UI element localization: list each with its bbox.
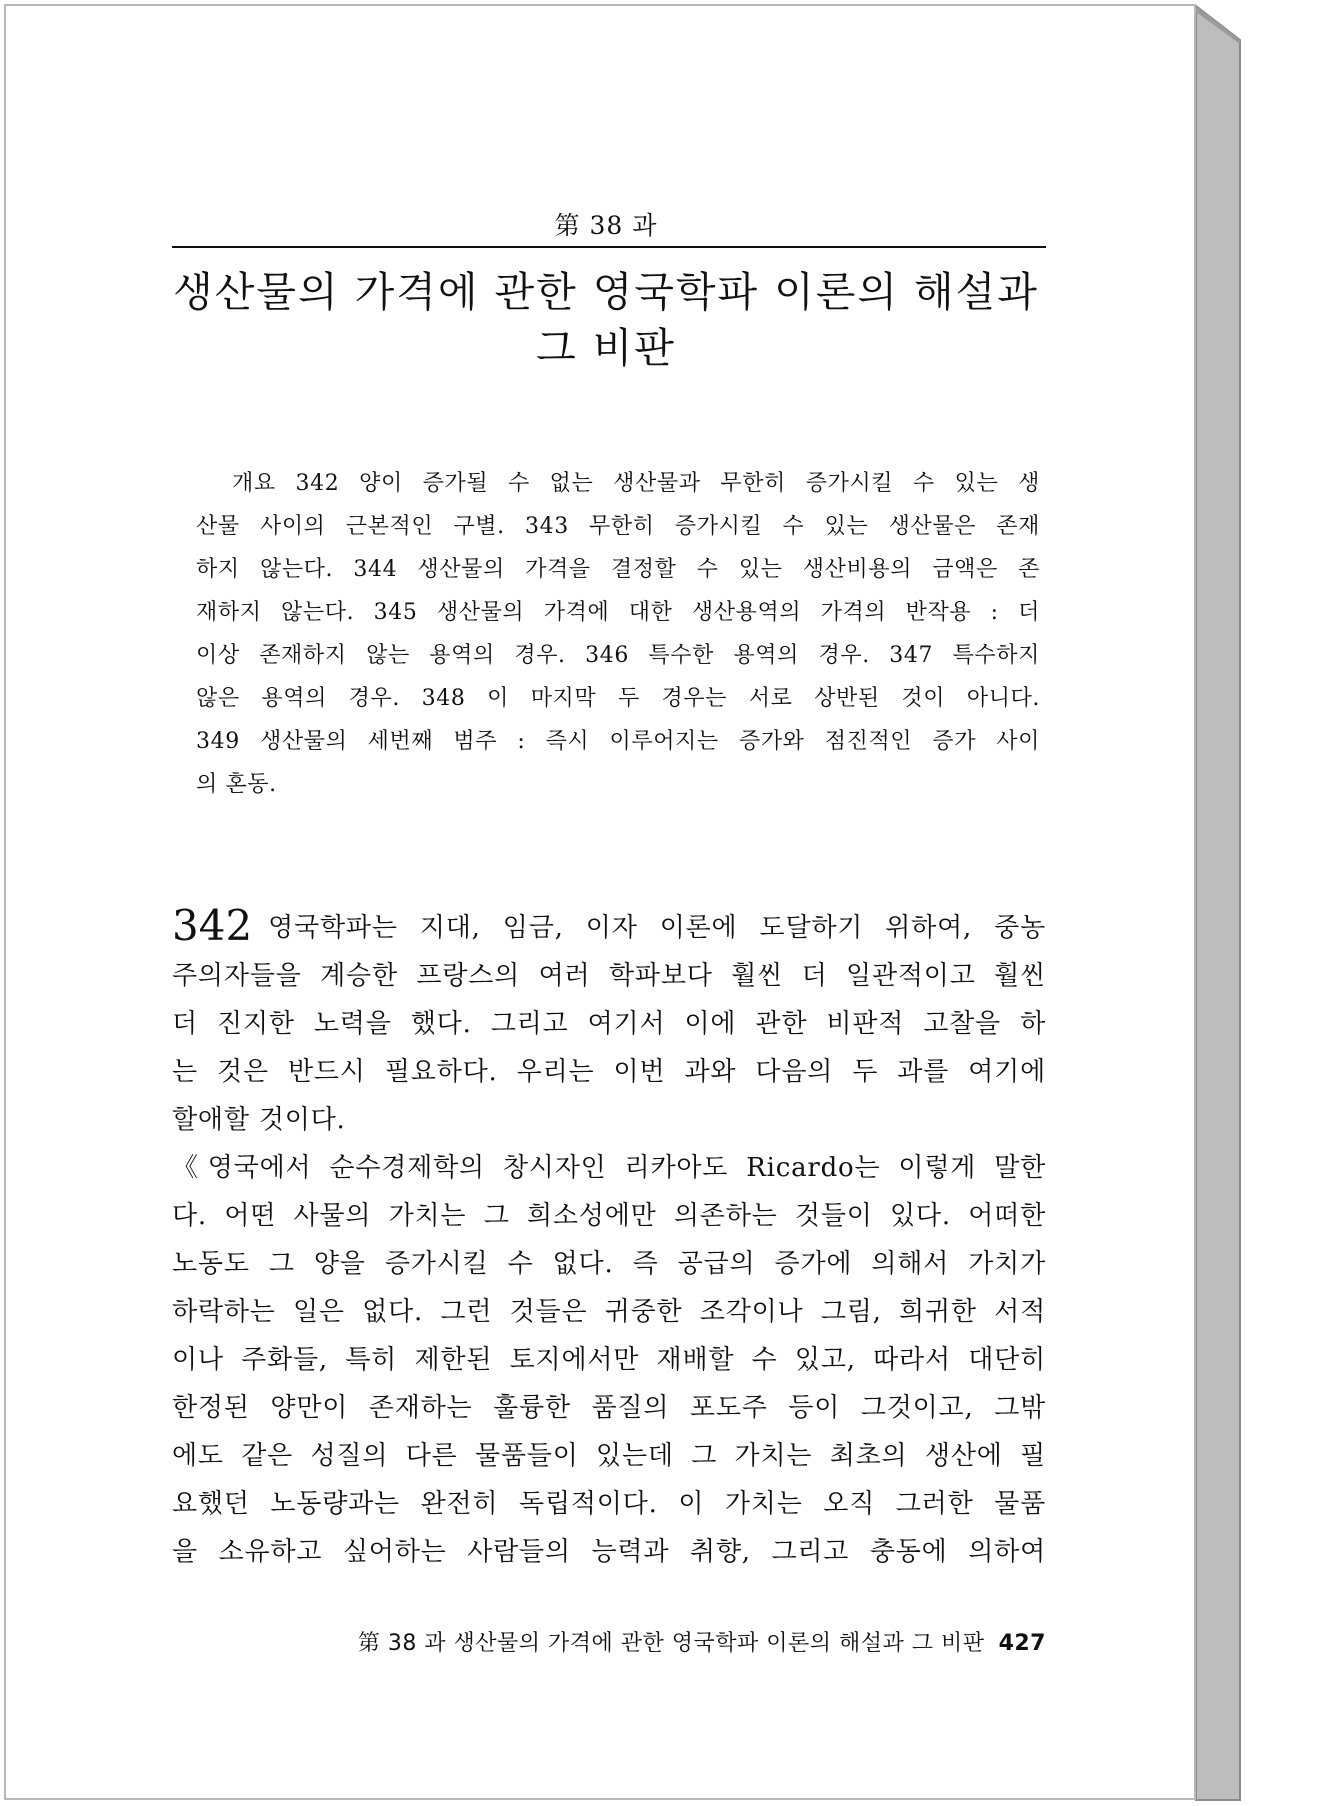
body-line: 한정된 양만이 존재하는 훌륭한 품질의 포도주 등이 그것이고, 그밖 xyxy=(172,1393,1046,1423)
body-line-text: 영국학파는 지대, 임금, 이자 이론에 도달하기 위하여, 중농 xyxy=(268,913,1046,943)
body-line: 이나 주화들, 특히 제한된 토지에서만 재배할 수 있고, 따라서 대단히 xyxy=(172,1345,1046,1375)
body-line: 다. 어떤 사물의 가치는 그 희소성에만 의존하는 것들이 있다. 어떠한 xyxy=(172,1201,1046,1231)
chapter-title-line: 그 비판 xyxy=(536,324,676,372)
chapter-label: 第 38 과 xyxy=(554,211,658,240)
body-line: 주의자들을 계승한 프랑스의 여러 학파보다 훨씬 더 일관적이고 훨씬 xyxy=(172,961,1046,991)
body-line: 하락하는 일은 없다. 그런 것들은 귀중한 조각이나 그림, 희귀한 서적 xyxy=(172,1297,1046,1327)
chapter-title-line: 생산물의 가격에 관한 영국학파 이론의 해설과 xyxy=(173,268,1039,316)
body-line: 요했던 노동량과는 완전히 독립적이다. 이 가치는 오직 그러한 물품 xyxy=(172,1489,1046,1519)
chapter-summary xyxy=(196,462,1040,806)
summary-line: 않은 용역의 경우. 348 이 마지막 두 경우는 서로 상반된 것이 아니다. xyxy=(196,686,1040,711)
body-line: 《영국에서 순수경제학의 창시자인 리카아도 Ricardo는 이렇게 말한 xyxy=(172,1153,1046,1183)
body-line: 할애할 것이다. xyxy=(172,1105,346,1135)
summary-line: 하지 않는다. 344 생산물의 가격을 결정할 수 있는 생산비용의 금액은 존 xyxy=(196,557,1040,582)
body-line: 을 소유하고 싶어하는 사람들의 능력과 취향, 그리고 충동에 의하여 xyxy=(172,1537,1046,1567)
summary-line: 349 생산물의 세번째 범주 : 즉시 이루어지는 증가와 점진적인 증가 사이 xyxy=(196,729,1040,754)
page-number: 427 xyxy=(998,1631,1046,1656)
page xyxy=(4,4,1196,1800)
summary-line: 이상 존재하지 않는 용역의 경우. 346 특수한 용역의 경우. 347 특수하지 xyxy=(196,643,1040,668)
body-line: 에도 같은 성질의 다른 물품들이 있는데 그 가치는 최초의 생산에 필 xyxy=(172,1441,1046,1471)
body-line: 더 진지한 노력을 했다. 그리고 여기서 이에 관한 비판적 고찰을 하 xyxy=(172,1009,1046,1039)
body-line: 는 것은 반드시 필요하다. 우리는 이번 과와 다음의 두 과를 여기에 xyxy=(172,1057,1046,1087)
summary-line: 의 혼동. xyxy=(196,772,277,797)
page-content xyxy=(166,6,1046,1798)
running-footer xyxy=(276,1626,1046,1657)
summary-line: 산물 사이의 근본적인 구별. 343 무한히 증가시킬 수 있는 생산물은 존재 xyxy=(196,514,1040,539)
body-text xyxy=(172,898,1046,1576)
summary-line: 재하지 않는다. 345 생산물의 가격에 대한 생산용역의 가격의 반작용 : 더 xyxy=(196,600,1040,625)
chapter-title xyxy=(166,264,1046,376)
summary-line: 개요 342 양이 증가될 수 없는 생산물과 무한히 증가시킬 수 있는 생 xyxy=(232,471,1040,496)
chapter-rule xyxy=(172,246,1046,248)
running-title: 第 38 과 생산물의 가격에 관한 영국학파 이론의 해설과 그 비판 xyxy=(357,1631,985,1656)
body-line: 노동도 그 양을 증가시킬 수 없다. 즉 공급의 증가에 의해서 가치가 xyxy=(172,1249,1046,1279)
body-line xyxy=(172,898,1046,952)
section-number: 342 xyxy=(172,901,253,950)
